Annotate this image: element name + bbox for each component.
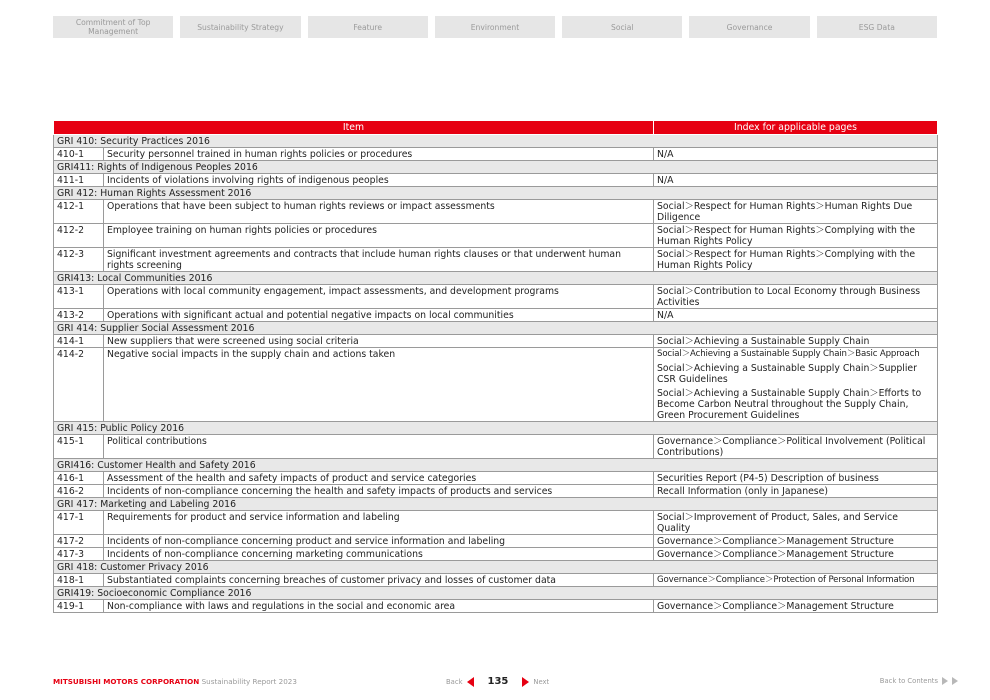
- disclosure-item: Incidents of violations involving rights of indigenous peoples: [104, 174, 654, 187]
- table-header-row: [54, 121, 938, 135]
- disclosure-code: 414-1: [54, 335, 104, 348]
- index-reference-cell: [654, 511, 938, 535]
- table-row: [54, 600, 938, 613]
- top-nav: [53, 16, 937, 38]
- table-row: [54, 574, 938, 587]
- disclosure-code: 417-1: [54, 511, 104, 535]
- not-applicable-text: N/A: [657, 310, 674, 321]
- table-row: [54, 485, 938, 498]
- disclosure-code: 412-3: [54, 248, 104, 272]
- table-group-row: [54, 498, 938, 511]
- table-group-row: [54, 587, 938, 600]
- disclosure-code: 411-1: [54, 174, 104, 187]
- group-label: GRI 418: Customer Privacy 2016: [54, 561, 938, 574]
- reference-link[interactable]: Governance＞Compliance＞Management Structure: [657, 536, 894, 547]
- chevron-right-icon: [952, 677, 958, 685]
- index-reference-cell: [654, 574, 938, 587]
- index-reference-cell: [654, 485, 938, 498]
- disclosure-item: Negative social impacts in the supply chain and actions taken: [104, 348, 654, 422]
- reference-link[interactable]: Securities Report (P4-5) Description of business: [657, 473, 879, 484]
- back-label[interactable]: Back: [446, 677, 463, 686]
- arrow-right-icon[interactable]: [522, 677, 529, 687]
- page-number: 135: [487, 676, 509, 687]
- not-applicable-text: N/A: [657, 149, 674, 160]
- table-row: [54, 309, 938, 322]
- reference-link[interactable]: Social＞Achieving a Sustainable Supply Chain: [657, 336, 870, 347]
- disclosure-item: New suppliers that were screened using social criteria: [104, 335, 654, 348]
- gri-index-table: [53, 120, 938, 613]
- table-group-row: [54, 161, 938, 174]
- reference-link[interactable]: Social＞Respect for Human Rights＞Human Rights Due Diligence: [657, 201, 913, 223]
- index-reference-cell: [654, 335, 938, 348]
- header-index: Index for applicable pages: [654, 121, 938, 135]
- disclosure-item: Operations with local community engagement, impact assessments, and development programs: [104, 285, 654, 309]
- disclosure-item: Security personnel trained in human rights policies or procedures: [104, 148, 654, 161]
- nav-tab-top-management[interactable]: Commitment of Top Management: [53, 16, 173, 38]
- index-reference-cell: [654, 285, 938, 309]
- index-reference-cell: [654, 174, 938, 187]
- disclosure-item: Non-compliance with laws and regulations in the social and economic area: [104, 600, 654, 613]
- nav-tab-sustainability-strategy[interactable]: Sustainability Strategy: [180, 16, 300, 38]
- footer-brand: [53, 677, 297, 686]
- disclosure-code: 415-1: [54, 435, 104, 459]
- not-applicable-text: N/A: [657, 175, 674, 186]
- back-to-contents-link[interactable]: [880, 677, 958, 685]
- reference-link[interactable]: Governance＞Compliance＞Protection of Personal Information: [657, 575, 915, 585]
- nav-tab-governance[interactable]: Governance: [689, 16, 809, 38]
- reference-link[interactable]: Recall Information (only in Japanese): [657, 486, 828, 497]
- group-label: GRI 412: Human Rights Assessment 2016: [54, 187, 938, 200]
- index-reference-cell: [654, 248, 938, 272]
- group-label: GRI 410: Security Practices 2016: [54, 135, 938, 148]
- table-group-row: [54, 187, 938, 200]
- nav-tab-feature[interactable]: Feature: [308, 16, 428, 38]
- nav-tab-social[interactable]: Social: [562, 16, 682, 38]
- disclosure-code: 416-2: [54, 485, 104, 498]
- table-group-row: [54, 459, 938, 472]
- reference-link[interactable]: Governance＞Compliance＞Management Structure: [657, 549, 894, 560]
- reference-link[interactable]: Governance＞Compliance＞Management Structure: [657, 601, 894, 612]
- back-to-contents-label[interactable]: Back to Contents: [879, 677, 938, 685]
- table-group-row: [54, 272, 938, 285]
- disclosure-code: 413-2: [54, 309, 104, 322]
- disclosure-item: Significant investment agreements and contracts that include human rights clauses or that underwent human rights screening: [104, 248, 654, 272]
- index-reference-cell: [654, 472, 938, 485]
- disclosure-code: 418-1: [54, 574, 104, 587]
- disclosure-item: Assessment of the health and safety impacts of product and service categories: [104, 472, 654, 485]
- disclosure-item: Operations that have been subject to human rights reviews or impact assessments: [104, 200, 654, 224]
- disclosure-item: Political contributions: [104, 435, 654, 459]
- disclosure-item: Employee training on human rights policies or procedures: [104, 224, 654, 248]
- next-label[interactable]: Next: [533, 677, 550, 686]
- reference-link[interactable]: Social＞Achieving a Sustainable Supply Chain＞Supplier CSR Guidelines: [657, 363, 917, 385]
- reference-link[interactable]: Social＞Achieving a Sustainable Supply Chain＞Basic Approach: [657, 349, 920, 359]
- index-reference-cell: [654, 148, 938, 161]
- index-reference-cell: [654, 535, 938, 548]
- table-row: [54, 200, 938, 224]
- table-row: [54, 148, 938, 161]
- index-reference-cell: [654, 200, 938, 224]
- disclosure-code: 416-1: [54, 472, 104, 485]
- arrow-left-icon[interactable]: [467, 677, 474, 687]
- group-label: GRI 417: Marketing and Labeling 2016: [54, 498, 938, 511]
- table-group-row: [54, 322, 938, 335]
- table-row: [54, 472, 938, 485]
- index-reference-cell: [654, 548, 938, 561]
- nav-tab-esg-data[interactable]: ESG Data: [817, 16, 937, 38]
- report-title: Sustainability Report 2023: [201, 677, 297, 686]
- nav-tab-environment[interactable]: Environment: [435, 16, 555, 38]
- disclosure-item: Requirements for product and service information and labeling: [104, 511, 654, 535]
- reference-link[interactable]: Social＞Respect for Human Rights＞Complying with the Human Rights Policy: [657, 225, 916, 247]
- index-reference-cell: [654, 224, 938, 248]
- table-row: [54, 248, 938, 272]
- table-row: [54, 348, 938, 422]
- disclosure-item: Substantiated complaints concerning breaches of customer privacy and losses of customer data: [104, 574, 654, 587]
- table-row: [54, 511, 938, 535]
- index-reference-cell: [654, 348, 938, 422]
- disclosure-code: 410-1: [54, 148, 104, 161]
- index-reference-cell: [654, 309, 938, 322]
- table-group-row: [54, 561, 938, 574]
- disclosure-code: 419-1: [54, 600, 104, 613]
- table-row: [54, 548, 938, 561]
- company-name: MITSUBISHI MOTORS CORPORATION: [53, 677, 200, 686]
- table-row: [54, 224, 938, 248]
- disclosure-code: 412-1: [54, 200, 104, 224]
- group-label: GRI413: Local Communities 2016: [54, 272, 938, 285]
- disclosure-item: Operations with significant actual and potential negative impacts on local communities: [104, 309, 654, 322]
- group-label: GRI416: Customer Health and Safety 2016: [54, 459, 938, 472]
- group-label: GRI411: Rights of Indigenous Peoples 2016: [54, 161, 938, 174]
- group-label: GRI 415: Public Policy 2016: [54, 422, 938, 435]
- disclosure-code: 414-2: [54, 348, 104, 422]
- table-group-row: [54, 422, 938, 435]
- index-reference-cell: [654, 435, 938, 459]
- disclosure-code: 417-3: [54, 548, 104, 561]
- reference-link[interactable]: Social＞Achieving a Sustainable Supply Chain＞Efforts to Become Carbon Neutral throughout the Supply Chain, Green Procurement Guidelines: [657, 388, 922, 421]
- header-item: Item: [54, 121, 654, 135]
- disclosure-item: Incidents of non-compliance concerning marketing communications: [104, 548, 654, 561]
- disclosure-code: 413-1: [54, 285, 104, 309]
- disclosure-item: Incidents of non-compliance concerning the health and safety impacts of products and services: [104, 485, 654, 498]
- reference-link[interactable]: Governance＞Compliance＞Political Involvement (Political Contributions): [657, 436, 926, 458]
- reference-link[interactable]: Social＞Contribution to Local Economy through Business Activities: [657, 286, 921, 308]
- table-body: [54, 135, 938, 613]
- disclosure-item: Incidents of non-compliance concerning product and service information and labeling: [104, 535, 654, 548]
- reference-link[interactable]: Social＞Improvement of Product, Sales, and Service Quality: [657, 512, 898, 534]
- table-group-row: [54, 135, 938, 148]
- index-reference-cell: [654, 600, 938, 613]
- chevron-right-icon: [942, 677, 948, 685]
- pager: [446, 676, 549, 687]
- group-label: GRI 414: Supplier Social Assessment 2016: [54, 322, 938, 335]
- disclosure-code: 417-2: [54, 535, 104, 548]
- table-row: [54, 285, 938, 309]
- table-row: [54, 435, 938, 459]
- group-label: GRI419: Socioeconomic Compliance 2016: [54, 587, 938, 600]
- table-row: [54, 335, 938, 348]
- disclosure-code: 412-2: [54, 224, 104, 248]
- reference-link[interactable]: Social＞Respect for Human Rights＞Complying with the Human Rights Policy: [657, 249, 916, 271]
- table-row: [54, 174, 938, 187]
- table-row: [54, 535, 938, 548]
